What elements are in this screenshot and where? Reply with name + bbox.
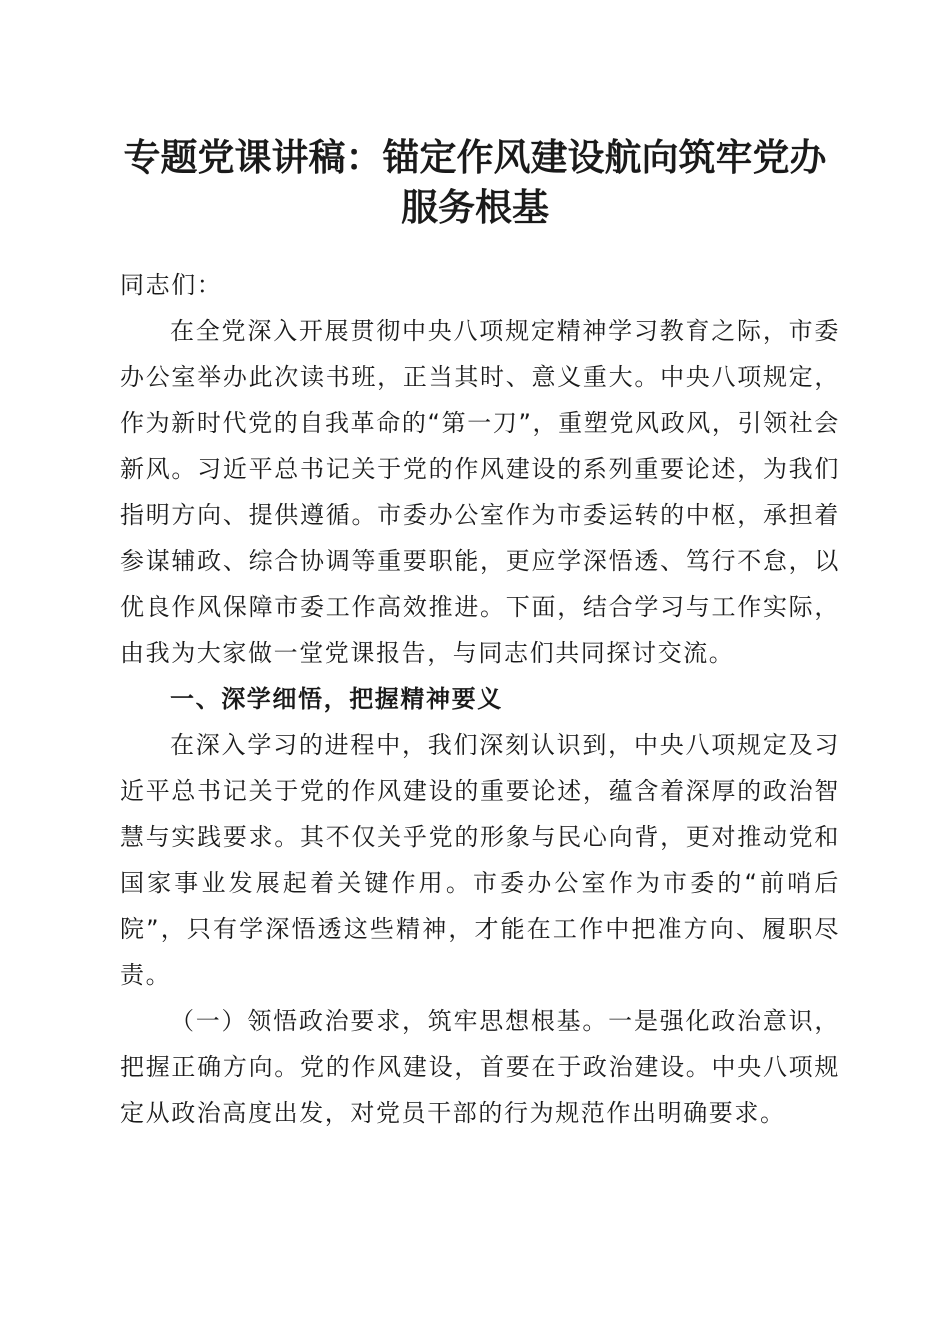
salutation: 同志们： [120, 271, 223, 299]
section-heading-1: 一、深学细悟，把握精神要义 [170, 685, 503, 713]
document-body [120, 262, 840, 1136]
paragraph-intro: 在全党深入开展贯彻中央八项规定精神学习教育之际，市委办公室举办此次读书班，正当其时、意义重大。中央八项规定，作为新时代党的自我革命的“第一刀”，重塑党风政风，引领社会新风。习近平总书记关于党的作风建设的系列重要论述，为我们指明方向、提供遵循。市委办公室作为市委运转的中枢，承担着参谋辅政、综合协调等重要职能，更应学深悟透、笃行不怠，以优良作风保障市委工作高效推进。下面，结合学习与工作实际，由我为大家做一堂党课报告，与同志们共同探讨交流。 [120, 317, 840, 667]
document-title: 专题党课讲稿：锚定作风建设航向筑牢党办服务根基 [123, 135, 827, 229]
paragraph-subsection1: （一）领悟政治要求，筑牢思想根基。一是强化政治意识，把握正确方向。党的作风建设，首要在于政治建设。中央八项规定从政治高度出发，对党员干部的行为规范作出明确要求。 [120, 1007, 840, 1127]
paragraph-section1: 在深入学习的进程中，我们深刻认识到，中央八项规定及习近平总书记关于党的作风建设的重要论述，蕴含着深厚的政治智慧与实践要求。其不仅关乎党的形象与民心向背，更对推动党和国家事业发展起着关键作用。市委办公室作为市委的“前哨后院”，只有学深悟透这些精神，才能在工作中把准方向、履职尽责。 [120, 731, 840, 989]
